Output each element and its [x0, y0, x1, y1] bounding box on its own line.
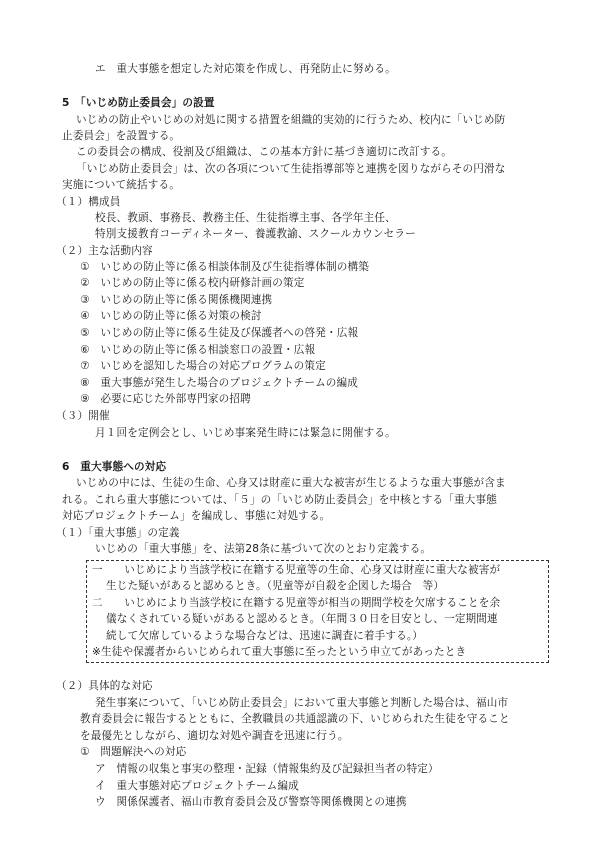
- activity-num: ④: [80, 310, 90, 322]
- top-item: エ 重大事態を想定した対応策を作成し、再発防止に努める。: [95, 63, 396, 75]
- activity-num: ⑥: [80, 344, 90, 356]
- activity-text: いじめの防止等に係る相談体制及び生徒指導体制の構築: [100, 261, 369, 273]
- response-line: を最優先としながら、適切な対処や調査を迅速に行う。: [80, 730, 349, 742]
- sec6-intro-line: いじめの中には、生徒の生命、心身又は財産に重大な被害が生じるような重大事態が含ま: [76, 477, 506, 489]
- activity-text: いじめを認知した場合の対応プログラムの策定: [100, 360, 326, 372]
- members-line: 校長、教頭、事務長、教務主任、生徒指導主事、各学年主任、: [95, 212, 396, 224]
- activity-item: [80, 293, 272, 307]
- response-line: 発生事案について、「いじめ防止委員会」において重大事態と判断した場合は、福山市: [95, 697, 509, 709]
- response-line: 教育委員会に報告するとともに、全教職員の共通認識の下、いじめられた生徒を守ること: [80, 713, 510, 725]
- definition-box-line: 一 いじめにより当該学校に在籍する児童等の生命、心身又は財産に重大な被害が: [92, 564, 501, 576]
- activity-item: [80, 376, 358, 390]
- activities-heading: （２）主な活動内容: [56, 245, 153, 257]
- activity-text: いじめの防止等に係る生徒及び保護者への啓発・広報: [100, 327, 359, 339]
- solve-item: ア 情報の収集と事実の整理・記録（情報集約及び記録担当者の特定）: [95, 763, 439, 775]
- activity-item: [80, 309, 262, 323]
- activity-num: ③: [80, 294, 90, 306]
- members-line: 特別支援教育コーディネーター、養護教諭、スクールカウンセラー: [95, 228, 416, 240]
- meeting-heading: （３）開催: [56, 410, 110, 422]
- definition-intro: いじめの「重大事態」を、法第28条に基づいて次のとおり定義する。: [95, 543, 432, 555]
- activity-num: ⑤: [80, 327, 90, 339]
- activity-item: [80, 276, 305, 290]
- activity-text: いじめの防止等に係る対策の検討: [100, 310, 262, 322]
- activity-text: いじめの防止等に係る校内研修計画の策定: [100, 277, 305, 289]
- section-6-heading: 6 重大事態への対応: [62, 461, 167, 473]
- activity-num: ⑧: [80, 377, 90, 389]
- definition-box-line: 続して欠席しているような場合などは、迅速に調査に着手する。）: [106, 630, 424, 642]
- sec5-intro-line: この委員会の構成、役割及び組織は、この基本方針に基づき適切に改訂する。: [76, 146, 453, 158]
- solve-item: ウ 関係保護者、福山市教育委員会及び警察等関係機関との連携: [95, 796, 407, 808]
- activity-item: [80, 359, 326, 373]
- activity-item: [80, 260, 369, 274]
- sec5-intro-line: 「いじめ防止委員会」は、次の各項について生徒指導部等と連携を図りながらその円滑な: [76, 163, 506, 175]
- activity-text: 重大事態が発生した場合のプロジェクトチームの編成: [100, 377, 359, 389]
- sec6-intro-line: れる。これら重大事態については、「５」の「いじめ防止委員会」を中核とする「重大事態: [62, 494, 497, 506]
- sec5-intro-line: いじめの防止やいじめの対処に関する措置を組織的実効的に行うため、校内に「いじめ防: [76, 114, 506, 126]
- definition-box-line: 二 いじめにより当該学校に在籍する児童等が相当の期間学校を欠席することを余: [92, 597, 501, 609]
- activity-text: いじめの防止等に係る関係機関連携: [100, 294, 273, 306]
- meeting-text: 月１回を定例会とし、いじめ事案発生時には緊急に開催する。: [95, 427, 396, 439]
- sec5-intro-line: 実施について統括する。: [62, 179, 180, 191]
- activity-num: ⑦: [80, 360, 90, 372]
- sec6-intro-line: 対応プロジェクトチーム」を編成し、事態に対処する。: [62, 510, 331, 522]
- members-heading: （１）構成員: [56, 196, 121, 208]
- definition-box-line: 生じた疑いがあると認めるとき。（児童等が自殺を企図した場合 等）: [106, 580, 445, 592]
- activity-num: ②: [80, 277, 90, 289]
- section-5-heading: 5 「いじめ防止委員会」の設置: [62, 97, 215, 109]
- definition-box-note: ※生徒や保護者からいじめられて重大事態に至ったという申立てがあったとき: [92, 646, 467, 658]
- activity-text: 必要に応じた外部専門家の招聘: [100, 393, 251, 405]
- solve-item: イ 重大事態対応プロジェクトチーム編成: [95, 780, 299, 792]
- activity-item: [80, 343, 315, 357]
- sec5-intro-line: 止委員会」を設置する。: [62, 130, 181, 142]
- activity-num: ⑨: [80, 393, 90, 405]
- definition-box-line: 儀なくされている疑いがあると認めるとき。（年間３０日を目安とし、一定期間連: [106, 613, 498, 625]
- definition-heading: （１）「重大事態」の定義: [56, 527, 180, 539]
- response-heading: （２）具体的な対応: [56, 680, 153, 692]
- activity-item: [80, 326, 358, 340]
- activity-item: [80, 392, 251, 406]
- activity-text: いじめの防止等に係る相談窓口の設置・広報: [100, 344, 316, 356]
- activity-num: ①: [80, 261, 90, 273]
- solve-heading: ① 問題解決への対応: [80, 746, 187, 758]
